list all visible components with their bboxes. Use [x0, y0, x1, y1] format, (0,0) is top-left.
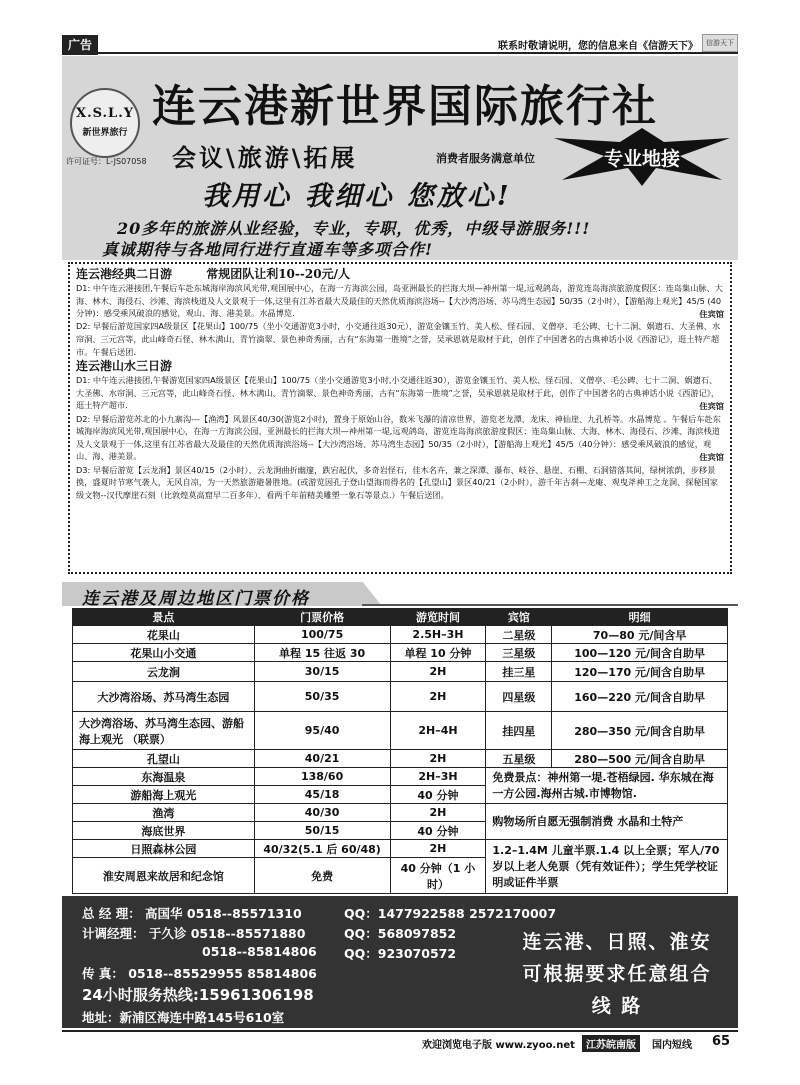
- duration-cell: 2.5H–3H: [390, 626, 486, 644]
- itinerary-day: [76, 413, 724, 464]
- hotel-grade-cell: 挂三星: [486, 662, 552, 682]
- tour-title: [76, 358, 724, 374]
- discount-cell: 1.2–1.4M 儿童半票.1.4 以上全票；军人/70 岁以上老人免票（凭有效证件）；学生凭学校证明或证件半票: [486, 840, 728, 894]
- price-cell: 40/21: [254, 750, 390, 768]
- itinerary-day: [76, 282, 724, 320]
- spot-cell: 大沙湾浴场、苏马湾生态园、游船海上观光 （联票）: [73, 712, 255, 750]
- hotel-detail-cell: 100—120 元/间含自助早: [552, 644, 728, 662]
- duration-cell: 40 分钟: [390, 786, 486, 804]
- hotel-detail-cell: 280—350 元/间含自助早: [552, 712, 728, 750]
- spot-cell: 海底世界: [73, 822, 255, 840]
- duration-cell: 40 分钟（1 小时）: [390, 858, 486, 894]
- price-cell: 40/32(5.1 后 60/48): [254, 840, 390, 858]
- edition-tag: 江苏皖南版: [582, 1035, 640, 1052]
- itinerary-box: [68, 262, 732, 574]
- bottom-bar: [62, 1030, 738, 1052]
- duration-cell: 2H: [390, 804, 486, 822]
- spot-cell: 云龙涧: [73, 662, 255, 682]
- hotel-note: 住宾馆: [699, 400, 724, 411]
- tour-name: 连云港经典二日游: [76, 267, 173, 281]
- intro-experience: 20多年的旅游从业经验，专业，专职，优秀，中级导游服务!!!: [117, 219, 591, 238]
- magazine-logo: 信游天下: [702, 34, 738, 52]
- price-cell: 50/15: [254, 822, 390, 840]
- table-row: [73, 750, 728, 768]
- price-cell: 45/18: [254, 786, 390, 804]
- day-label: D1:: [76, 283, 91, 293]
- services-slogan: 会议\旅游\拓展: [172, 144, 358, 172]
- hotline: 24小时服务热线:15961306198: [82, 986, 314, 1004]
- day-text: 早餐后游览【云龙涧】景区40/15（2小时），云龙涧曲折幽邃，跌宕起伏，多奇岩怪石，佳木名卉，兼之深潭、瀑布、岐谷、悬崖、石棚、石洞错落其间，绿树浓荫，步移景换，盛夏时节寒气袭人，无风自凉，为一天然旅游避暑胜地。(或游览因孔子登山望海而得名的【孔望山】景区40/21（2小时），游千年古刹—龙庵、观曳斧神工之龙洞、探秘国家级文物--汉代摩崖石刻（比敦煌莫高窟早二百多年）、看两千年前精美雕塑一象石等景点.）午餐后送团。: [76, 464, 718, 500]
- duration-cell: 2H: [390, 682, 486, 712]
- spot-cell: 日照森林公园: [73, 840, 255, 858]
- motto: 我用心 我细心 您放心!: [202, 181, 512, 212]
- table-header: [73, 609, 728, 626]
- hotel-grade-cell: 三星级: [486, 644, 552, 662]
- duration-cell: 2H: [390, 840, 486, 858]
- hotel-grade-cell: 五星级: [486, 750, 552, 768]
- table-row: [73, 662, 728, 682]
- spot-cell: 孔望山: [73, 750, 255, 768]
- page-number: 65: [712, 1034, 731, 1049]
- day-text: 中午连云港接团,午餐后车赴东城海岸海滨风光带,观国展中心，在海一方海滨公园，岛亚洲最长的拦海大坝—神州第一堤,远观鸽岛，游览连岛海滨旅游度假区：连岛集山脉、大海、林木、海侵石、沙滩、海滨栈道及人文景观于一体,这里有江苏省最大及最佳的天然优质海滨浴场--【大沙湾浴场、苏马湾生态园】50/35（2小时），【游船海上观光】45/5 (40分钟)：感受乘风破浪的感觉，观山、海、港美景。水晶博览.: [76, 283, 723, 319]
- intro-cooperation: 真诚期待与各地同行进行直通车等多项合作!: [102, 240, 434, 259]
- hotel-grade-cell: 二星级: [486, 626, 552, 644]
- combo-line: 可根据要求任意组合: [522, 963, 712, 985]
- price-cell: 40/30: [254, 804, 390, 822]
- agency-header: [62, 56, 738, 260]
- day-label: D3:: [76, 464, 91, 475]
- itinerary-day: [76, 464, 724, 502]
- spot-cell: 淮安周恩来故居和纪念馆: [73, 858, 255, 894]
- duration-cell: 2H–3H: [390, 768, 486, 786]
- day-text: 早餐后游览国家四A级景区【花果山】100/75（坐小交通游览3小时，小交通往返30元），游览金镶玉竹、美人松、怪石园、义僧亭、毛公碑、七十二洞、娲遗石、大圣佛、水帘洞、三元宫等，此山峰奇石怪、林木满山、青竹滴翠、景色神奇秀丽，古有“东海第一胜境”之誉，吴承恩就是取材于此，创作了中国著名的古典神话小说《西游记》，逛土特产超市。午餐后送团.: [76, 321, 721, 357]
- day-text: 中午连云港接团,午餐游览国家四A级景区【花果山】100/75（坐小交通游览3小时,小交通往返30），游览金镶玉竹、美人松、怪石园、义僧亭、毛公碑、七十二洞、娲遗石、大圣佛、水帘洞、三元宫等，此山峰奇石怪、林木满山、青竹滴翠、景色神奇秀丽，古有“东海第一胜境”之誉，吴承恩就是取材于此，创作了中国著名的古典神话小说《西游记》，逛土特产超市.: [76, 375, 720, 411]
- hotel-detail-cell: 160—220 元/间含自助早: [552, 682, 728, 712]
- website-notice: 欢迎浏览电子版 www.zyoo.net: [422, 1040, 575, 1051]
- day-label: D2:: [76, 321, 91, 332]
- ticket-section-banner: [62, 580, 738, 608]
- duration-cell: 单程 10 分钟: [390, 644, 486, 662]
- top-divider: [98, 52, 738, 54]
- qq-numbers: QQ：1477922588 2572170007: [344, 906, 557, 921]
- itinerary-day: [76, 374, 724, 412]
- professional-badge: [552, 128, 732, 186]
- col-header: 门票价格: [254, 609, 390, 626]
- spot-cell: 渔湾: [73, 804, 255, 822]
- day-label: D1:: [76, 375, 91, 386]
- logo-subtitle: 新世界旅行: [82, 128, 128, 138]
- hotel-note: 住宾馆: [699, 308, 724, 319]
- spot-cell: 花果山小交通: [73, 644, 255, 662]
- table-row: [73, 682, 728, 712]
- duration-cell: 2H: [390, 662, 486, 682]
- price-cell: 30/15: [254, 662, 390, 682]
- day-label: D2:: [76, 413, 91, 424]
- hotel-detail-cell: 70—80 元/间含早: [552, 626, 728, 644]
- manager-contact: 总 经 理： 高国华 0518--85571310: [82, 906, 302, 921]
- combo-line: 连云港、日照、淮安: [522, 931, 712, 953]
- free-spots-cell: 免费景点：神州第一堤.苍梧绿园. 华东城在海一方公园.海州古城.市博物馆.: [486, 768, 728, 804]
- table-row: [73, 626, 728, 644]
- hotel-grade-cell: 挂四星: [486, 712, 552, 750]
- col-header: 宾馆: [486, 609, 552, 626]
- logo-letters: X.S.L.Y: [75, 106, 134, 121]
- tour-title: [76, 266, 724, 282]
- ad-tag: 广告: [62, 35, 98, 55]
- banner-line: [362, 604, 738, 606]
- hotel-grade-cell: 四星级: [486, 682, 552, 712]
- license-number: 许可证号：L-JS07058: [66, 157, 147, 166]
- itinerary-day: [76, 320, 724, 358]
- tour-discount-note: 常规团队让利10--20元/人: [206, 267, 350, 281]
- duration-cell: 40 分钟: [390, 822, 486, 840]
- price-cell: 50/35: [254, 682, 390, 712]
- price-cell: 100/75: [254, 626, 390, 644]
- hotel-detail-cell: 120—170 元/间含自助早: [552, 662, 728, 682]
- table-row: [73, 804, 728, 822]
- duration-cell: 2H: [390, 750, 486, 768]
- table-row: [73, 840, 728, 858]
- hotel-detail-cell: 280—500 元/间含自助早: [552, 750, 728, 768]
- hotel-note: 住宾馆: [699, 451, 724, 462]
- col-header: 游览时间: [390, 609, 486, 626]
- section-name: 国内短线: [652, 1040, 692, 1051]
- spot-cell: 游船海上观光: [73, 786, 255, 804]
- table-row: [73, 712, 728, 750]
- dispatcher-contact: 计调经理： 于久诊 0518--85571880: [82, 926, 306, 941]
- fax-number: 传 真： 0518--85529955 85814806: [82, 966, 317, 981]
- source-notice: 联系时敬请说明，您的信息来自《信游天下》: [498, 41, 698, 52]
- route-combo: [502, 926, 732, 1022]
- price-cell: 免费: [254, 858, 390, 894]
- price-cell: 95/40: [254, 712, 390, 750]
- top-bar: [62, 34, 738, 56]
- price-cell: 单程 15 往返 30: [254, 644, 390, 662]
- col-header: 景点: [73, 609, 255, 626]
- spot-cell: 大沙湾浴场、苏马湾生态园: [73, 682, 255, 712]
- spot-cell: 花果山: [73, 626, 255, 644]
- duration-cell: 2H–4H: [390, 712, 486, 750]
- col-header: 明细: [552, 609, 728, 626]
- combo-line: 线 路: [591, 995, 643, 1017]
- spot-cell: 东海温泉: [73, 768, 255, 786]
- day-text: 早餐后游览苏北的小九寨沟---【渔湾】风景区40/30(游览2小时)，置身于原始山谷，数米飞瀑的清凉世界，游览老龙潭、龙床、神仙崖、九孔桥等。水晶博览 。午餐后车赴东城海岸海滨风光带,观国展中心，在海一方海滨公园，亚洲最长的拦海大坝—神州第一堤,远观鸽岛，游览连岛海滨旅游度假区：连岛集山脉、大海、林木、海侵石、沙滩、海滨栈道及人文景观于一体,这里有江苏省最大及最佳的天然优质海滨浴场--【大沙湾浴场、苏马湾生态园】50/35（2小时），【游船海上观光】45/5（40分钟）：感受乘风破浪的感觉，观山、海、港美景。: [76, 413, 721, 462]
- satisfaction-award: 消费者服务满意单位: [436, 152, 535, 165]
- qq-number: QQ：923070572: [344, 946, 457, 961]
- second-phone: 0518--85814806: [202, 944, 317, 959]
- address: 地址：新浦区海连中路145号610室: [82, 1010, 285, 1025]
- agency-logo: [70, 88, 140, 158]
- table-row: [73, 768, 728, 786]
- ticket-price-table: [72, 608, 728, 894]
- badge-label: 专业地接: [603, 148, 680, 170]
- qq-number: QQ：568097852: [344, 926, 457, 941]
- tour-name: 连云港山水三日游: [76, 359, 173, 374]
- ticket-section-title: 连云港及周边地区门票价格: [82, 589, 310, 609]
- contact-panel: [62, 896, 738, 1028]
- shopping-cell: 购物场所自愿无强制消费 水晶和土特产: [486, 804, 728, 840]
- table-row: [73, 644, 728, 662]
- company-name: 连云港新世界国际旅行社: [152, 81, 658, 132]
- price-cell: 138/60: [254, 768, 390, 786]
